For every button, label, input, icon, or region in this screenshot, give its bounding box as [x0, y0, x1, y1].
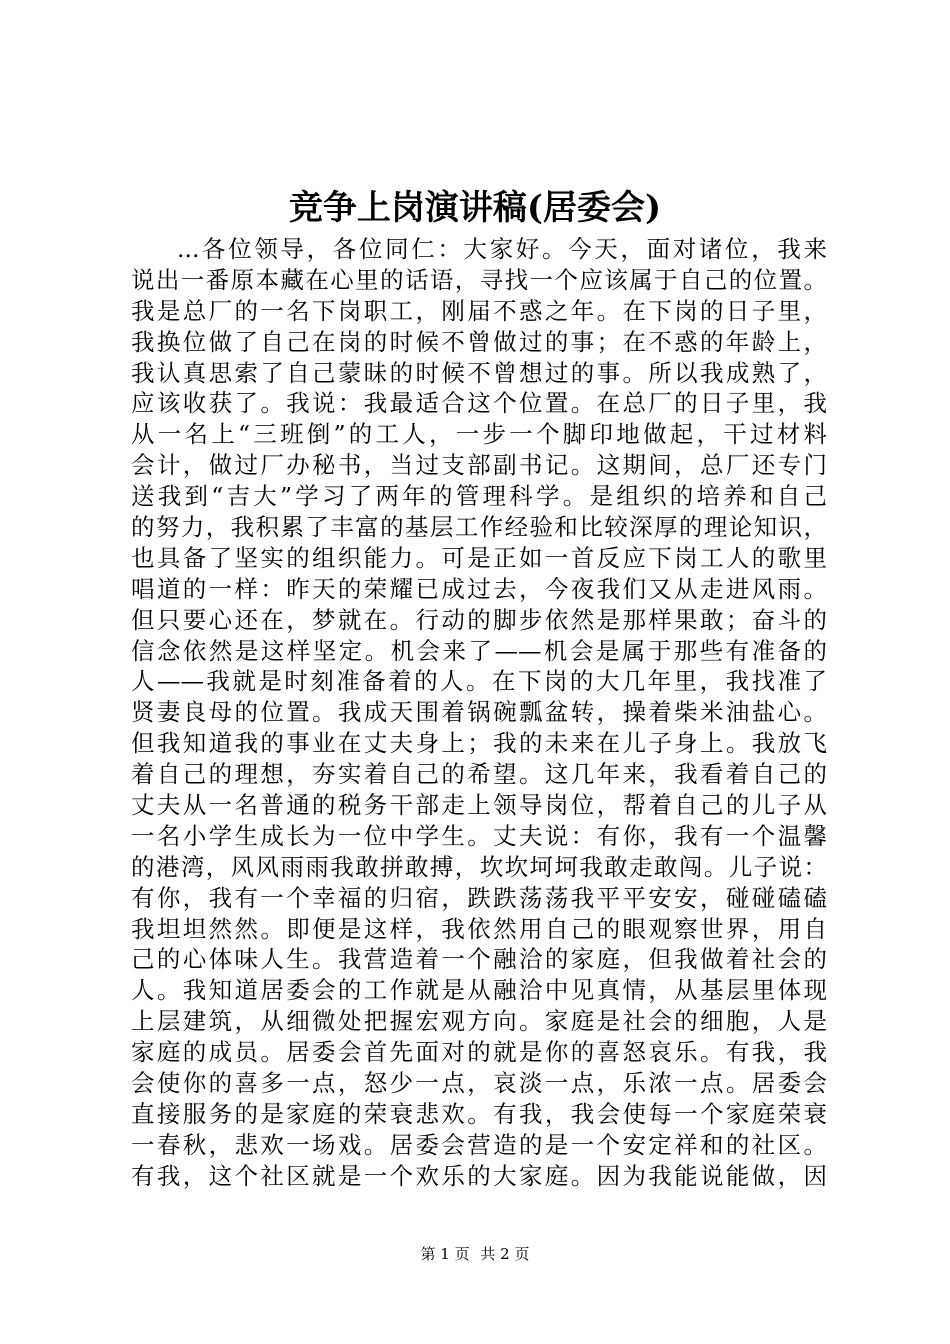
- body-line: 上层建筑，从细微处把握宏观方向。家庭是社会的细胞，人是: [131, 1007, 827, 1036]
- body-line: 但我知道我的事业在丈夫身上；我的未来在儿子身上。我放飞: [131, 729, 827, 758]
- body-line: 我坦坦然然。即便是这样，我依然用自己的眼观察世界，用自: [131, 914, 827, 943]
- body-line: 丈夫从一名普通的税务干部走上领导岗位，帮着自己的儿子从: [131, 791, 827, 820]
- body-line: 送我到“吉大”学习了两年的管理科学。是组织的培养和自己: [131, 482, 827, 511]
- body-line: 一春秋，悲欢一场戏。居委会营造的是一个安定祥和的社区。: [131, 1130, 827, 1159]
- body-line: 会使你的喜多一点，怒少一点，哀淡一点，乐浓一点。居委会: [131, 1069, 827, 1098]
- body-line: 信念依然是这样坚定。机会来了——机会是属于那些有准备的: [131, 636, 827, 665]
- body-line: 有你，我有一个幸福的归宿，跌跌荡荡我平平安安，碰碰磕磕: [131, 883, 827, 912]
- body-line: 人——我就是时刻准备着的人。在下岗的大几年里，我找准了: [131, 667, 827, 696]
- page-total: 共 2 页: [480, 1245, 530, 1263]
- page-footer: [0, 1244, 950, 1264]
- document-title: 竞争上岗演讲稿(居委会): [288, 188, 662, 228]
- body-line: 贤妻良母的位置。我成天围着锅碗瓢盆转，操着柴米油盐心。: [131, 698, 827, 727]
- body-line: 有我，这个社区就是一个欢乐的大家庭。因为我能说能做，因: [131, 1161, 827, 1190]
- body-line: 我认真思索了自己蒙昧的时候不曾想过的事。所以我成熟了，: [131, 358, 827, 387]
- body-line: 从一名上“三班倒”的工人，一步一个脚印地做起，干过材料: [131, 420, 827, 449]
- page-number: 第 1 页: [420, 1245, 470, 1263]
- body-line: 说出一番原本藏在心里的话语，寻找一个应该属于自己的位置。: [131, 265, 827, 294]
- body-line: 也具备了坚实的组织能力。可是正如一首反应下岗工人的歌里: [131, 543, 827, 572]
- body-line: 会计，做过厂办秘书，当过支部副书记。这期间，总厂还专门: [131, 451, 827, 480]
- body-line: 但只要心还在，梦就在。行动的脚步依然是那样果敢；奋斗的: [131, 605, 827, 634]
- body-line: 我换位做了自己在岗的时候不曾做过的事；在不惑的年龄上，: [131, 327, 827, 356]
- body-line: 着自己的理想，夯实着自己的希望。这几年来，我看着自己的: [131, 760, 827, 789]
- body-line: 直接服务的是家庭的荣衰悲欢。有我，我会使每一个家庭荣衰: [131, 1099, 827, 1128]
- body-line: 的努力，我积累了丰富的基层工作经验和比较深厚的理论知识，: [131, 513, 827, 542]
- body-line: 我是总厂的一名下岗职工，刚届不惑之年。在下岗的日子里，: [131, 296, 827, 325]
- body-line: 人。我知道居委会的工作就是从融洽中见真情，从基层里体现: [131, 976, 827, 1005]
- body-line: 一名小学生成长为一位中学生。丈夫说：有你，我有一个温馨: [131, 821, 827, 850]
- body-line: 家庭的成员。居委会首先面对的就是你的喜怒哀乐。有我，我: [131, 1038, 827, 1067]
- document-body: [131, 234, 827, 1192]
- body-line: 应该收获了。我说：我最适合这个位置。在总厂的日子里，我: [131, 389, 827, 418]
- body-line: 的港湾，风风雨雨我敢拼敢搏，坎坎坷坷我敢走敢闯。儿子说：: [131, 852, 827, 881]
- body-line: 唱道的一样：昨天的荣耀已成过去，今夜我们又从走进风雨。: [131, 574, 827, 603]
- body-line: ...各位领导，各位同仁：大家好。今天，面对诸位，我来: [177, 235, 827, 263]
- body-line: 己的心体味人生。我营造着一个融洽的家庭，但我做着社会的: [131, 945, 827, 974]
